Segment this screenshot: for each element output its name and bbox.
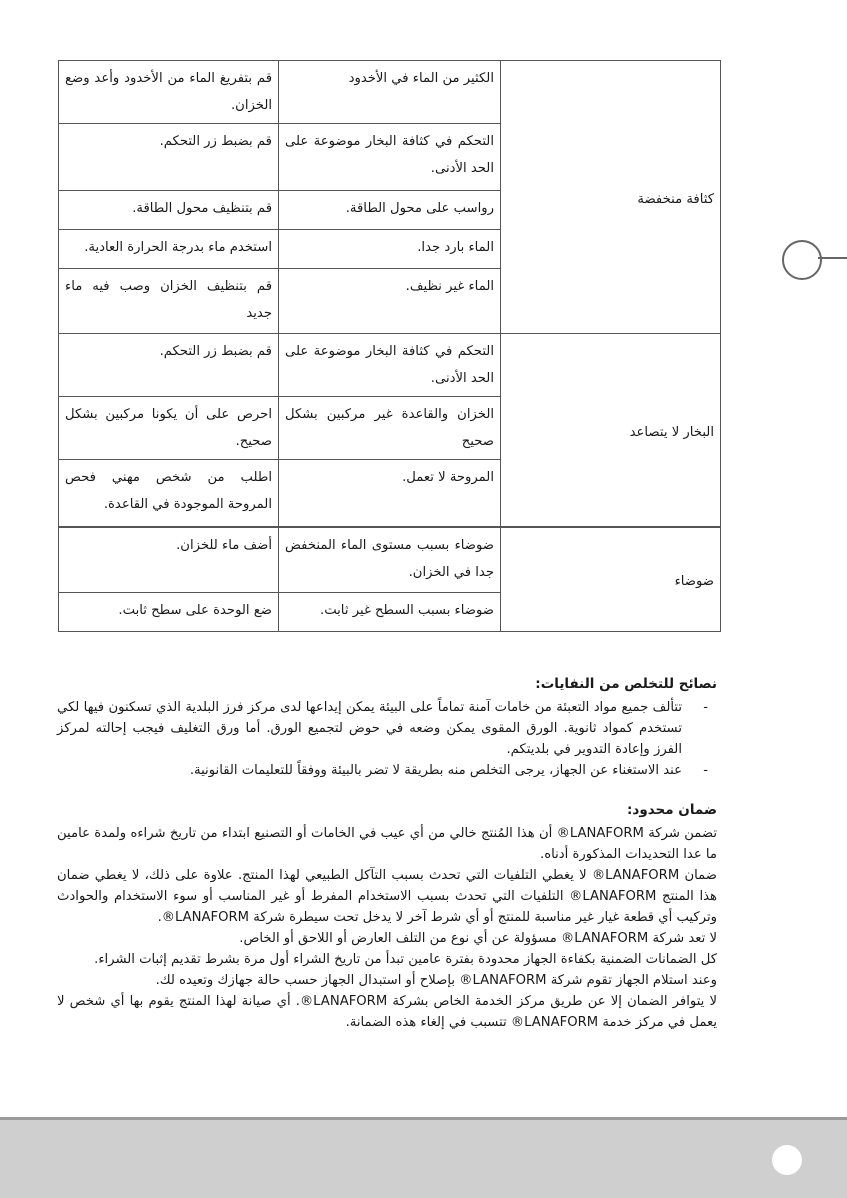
warranty-paragraph: لا تعد شركة LANAFORM® مسؤولة عن أي نوع من التلف العارض أو اللاحق أو الخاص.: [239, 931, 717, 946]
list-item: - عند الاستغناء عن الجهاز، يرجى التخلص منه بطريقة لا تضر بالبيئة ووفقاً للتعليمات القانونية.: [57, 760, 682, 781]
troubleshooting-table-noise: [58, 527, 721, 632]
warranty-paragraph: لا يتوافر الضمان إلا عن طريق مركز الخدمة الخاص بشركة LANAFORM®. أي صيانة لهذا المنتج يقوم بها أي شخص لا يعمل في مركز خدمة LANAFORM® تتسبب في إلغاء هذه الضمانة.: [57, 994, 717, 1030]
solution-cell: قم بضبط زر التحكم.: [59, 334, 279, 397]
warranty-paragraph: ضمان LANAFORM® لا يغطي التلفيات التي تحدث بسبب التآكل الطبيعي لهذا المنتج. علاوة على ذلك، لا يغطي ضمان هذا المنتج LANAFORM® التلفيات التي تحدث بسبب الاستخدام المفرط أو غير المناسب أو سوء الاستخدام والحوادث وتركيب أي قطعة غيار غير مناسبة للمنتج أو أي شرط آخر لا يدخل تحت سيطرة شركة LANAFORM®.: [57, 868, 718, 925]
section-tab-marker: [782, 240, 822, 280]
disposal-list: [57, 697, 717, 781]
disposal-section: [57, 674, 717, 781]
warranty-section: [57, 800, 717, 1033]
solution-cell: قم بتفريغ الماء من الأخدود وأعد وضع الخزان.: [59, 61, 279, 124]
cause-cell: ضوضاء بسبب مستوى الماء المنخفض جدا في الخزان.: [279, 528, 501, 593]
cause-cell: التحكم في كثافة البخار موضوعة على الحد الأدنى.: [279, 334, 501, 397]
list-item: - تتألف جميع مواد التعبئة من خامات آمنة تماماً على البيئة يمكن إيداعها لدى مركز فرز البلدية الذي تسكنون فيها لكي تستخدم كمواد ثانوية. الورق المقوى يمكن وضعه في حوض لتجميع الورق. أما ورق التغليف فيجب إحالته لمركز الفرز وإعادة التدوير في بلديتكم.: [57, 697, 682, 760]
solution-cell: أضف ماء للخزان.: [59, 528, 279, 593]
solution-cell: قم بتنظيف الخزان وصب فيه ماء جديد: [59, 269, 279, 334]
category-no-steam: البخار لا يتصاعد: [501, 334, 721, 527]
solution-cell: ضع الوحدة على سطح ثابت.: [59, 593, 279, 632]
solution-cell: استخدم ماء بدرجة الحرارة العادية.: [59, 230, 279, 269]
warranty-paragraph: تضمن شركة LANAFORM® أن هذا المُنتج خالي من أي عيب في الخامات أو التصنيع ابتداء من تاريخ شراءه ولمدة عامين ما عدا التحديدات المذكورة أدناه.: [57, 826, 718, 862]
category-low-density: كثافة منخفضة: [501, 61, 721, 334]
category-noise: ضوضاء: [501, 528, 721, 632]
cause-cell: الخزان والقاعدة غير مركبين بشكل صحيح: [279, 397, 501, 460]
warranty-paragraph: وعند استلام الجهاز تقوم شركة LANAFORM® بإصلاح أو استبدال الجهاز حسب حالة جهازك وتعيده لك.: [155, 973, 717, 988]
warranty-paragraph: كل الضمانات الضمنية بكفاءة الجهاز محدودة بفترة عامين تبدأ من تاريخ الشراء أول مرة بشرط تقديم إثبات الشراء.: [94, 952, 717, 967]
warranty-heading: ضمان محدود:: [627, 802, 717, 818]
table-row: [59, 61, 721, 124]
solution-cell: احرص على أن يكونا مركبين بشكل صحيح.: [59, 397, 279, 460]
table-row: [59, 334, 721, 397]
cause-cell: الماء غير نظيف.: [279, 269, 501, 334]
solution-cell: قم بضبط زر التحكم.: [59, 124, 279, 191]
section-tab-line: [818, 257, 847, 259]
disposal-heading: نصائح للتخلص من النفايات:: [535, 676, 717, 692]
cause-cell: التحكم في كثافة البخار موضوعة على الحد الأدنى.: [279, 124, 501, 191]
solution-cell: قم بتنظيف محول الطاقة.: [59, 191, 279, 230]
cause-cell: الماء بارد جدا.: [279, 230, 501, 269]
cause-cell: ضوضاء بسبب السطح غير ثابت.: [279, 593, 501, 632]
cause-cell: المروحة لا تعمل.: [279, 460, 501, 527]
cause-cell: رواسب على محول الطاقة.: [279, 191, 501, 230]
cause-cell: الكثير من الماء في الأخدود: [279, 61, 501, 124]
page-footer: [0, 1117, 847, 1198]
page-number-circle: [772, 1145, 802, 1175]
troubleshooting-table: [58, 60, 721, 527]
table-row: [59, 528, 721, 593]
solution-cell: اطلب من شخص مهني فحص المروحة الموجودة في القاعدة.: [59, 460, 279, 527]
